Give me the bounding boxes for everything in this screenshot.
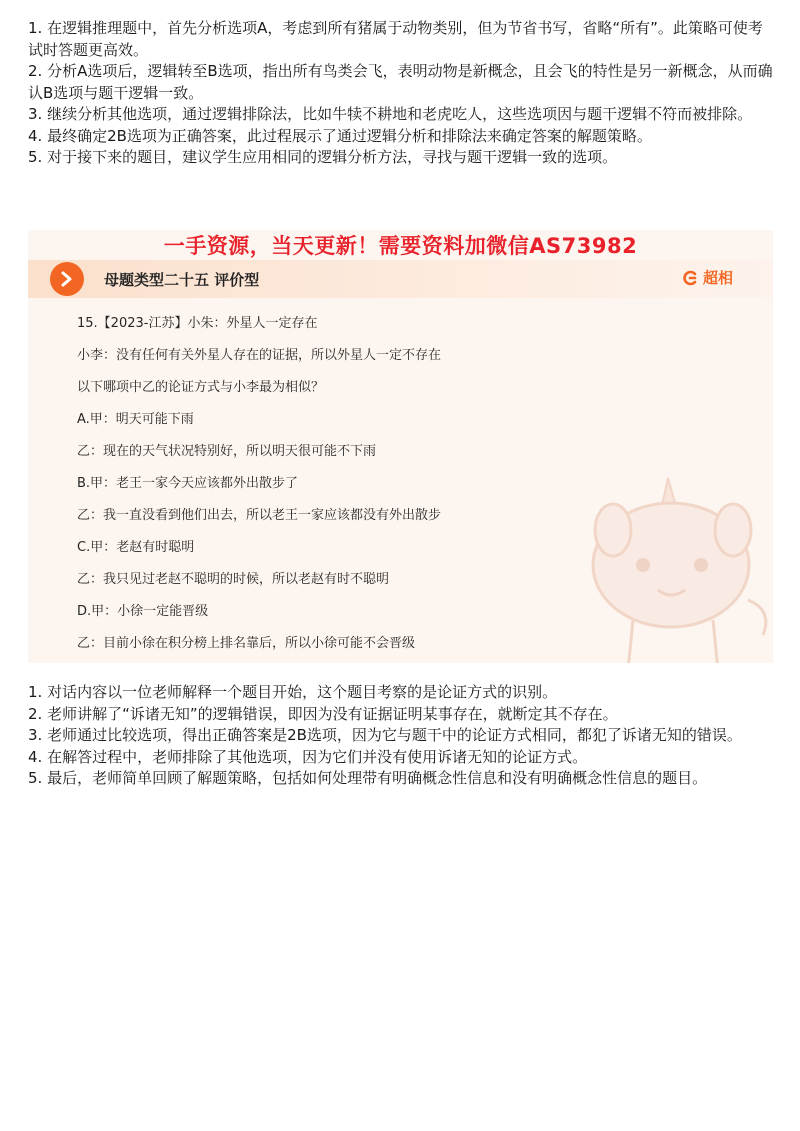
note-item: 5. 对于接下来的题目，建议学生应用相同的逻辑分析方法，寻找与题干逻辑一致的选项。 (28, 148, 618, 166)
note-item: 2. 分析A选项后，逻辑转至B选项，指出所有鸟类会飞，表明动物是新概念，且会飞的特性是另一新概念，从而确认B选项与题干逻辑一致。 (28, 62, 773, 102)
option-b-line-1: B.甲：老王一家今天应该都外出散步了 (77, 476, 299, 491)
note-item: 2. 老师讲解了“诉诸无知”的逻辑错误，即因为没有证据证明某事存在，就断定其不存在。 (28, 704, 618, 723)
brand-logo (682, 267, 733, 288)
section-title: 母题类型二十五 评价型 (104, 271, 260, 289)
option-b-line-2: 乙：我一直没看到他们出去，所以老王一家应该都没有外出散步 (77, 508, 442, 523)
note-item: 3. 继续分析其他选项，通过逻辑排除法，比如牛犊不耕地和老虎吃人，这些选项因与题干逻辑不符而被排除。 (28, 105, 753, 123)
question-stem: 15.【2023-江苏】小朱：外星人一定存在 (77, 316, 318, 331)
summary-notes-top (28, 18, 776, 169)
question-premise: 小李：没有任何有关外星人存在的证据，所以外星人一定不存在 (77, 348, 442, 363)
option-d-line-2: 乙：目前小徐在积分榜上排名靠后，所以小徐可能不会晋级 (77, 636, 416, 651)
watermark-banner: 一手资源，当天更新！需要资料加微信AS73982 (163, 234, 638, 258)
brand-logo-icon (682, 270, 698, 286)
option-a-line-2: 乙：现在的天气状况特别好，所以明天很可能不下雨 (77, 444, 377, 459)
note-item: 5. 最后，老师简单回顾了解题策略，包括如何处理带有明确概念性信息和没有明确概念性信息的题目。 (28, 769, 708, 787)
option-c-line-1: C.甲：老赵有时聪明 (77, 540, 195, 555)
unicorn-mascot-icon (573, 470, 773, 663)
note-item: 4. 在解答过程中，老师排除了其他选项，因为它们并没有使用诉诸无知的论证方式。 (28, 747, 588, 766)
note-item: 4. 最终确定2B选项为正确答案，此过程展示了通过逻辑分析和排除法来确定答案的解题策略。 (28, 126, 652, 145)
chevron-right-icon (50, 262, 84, 296)
option-d-line-1: D.甲：小徐一定能晋级 (77, 604, 209, 619)
note-item: 3. 老师通过比较选项，得出正确答案是2B选项，因为它与题干中的论证方式相同，都犯了诉诸无知的错误。 (28, 726, 742, 744)
brand-logo-text: 超相 (702, 269, 733, 287)
note-item: 1. 对话内容以一位老师解释一个题目开始，这个题目考察的是论证方式的识别。 (28, 683, 558, 701)
note-item: 1. 在逻辑推理题中，首先分析选项A，考虑到所有猪属于动物类别，但为节省书写，省略“所有”。此策略可使考试时答题更高效。 (28, 19, 763, 59)
option-c-line-2: 乙：我只见过老赵不聪明的时候，所以老赵有时不聪明 (77, 572, 390, 587)
question-prompt: 以下哪项中乙的论证方式与小李最为相似？ (77, 380, 325, 395)
question-slide-image (28, 230, 773, 663)
option-a-line-1: A.甲：明天可能下雨 (77, 412, 194, 427)
summary-notes-bottom (28, 682, 776, 790)
